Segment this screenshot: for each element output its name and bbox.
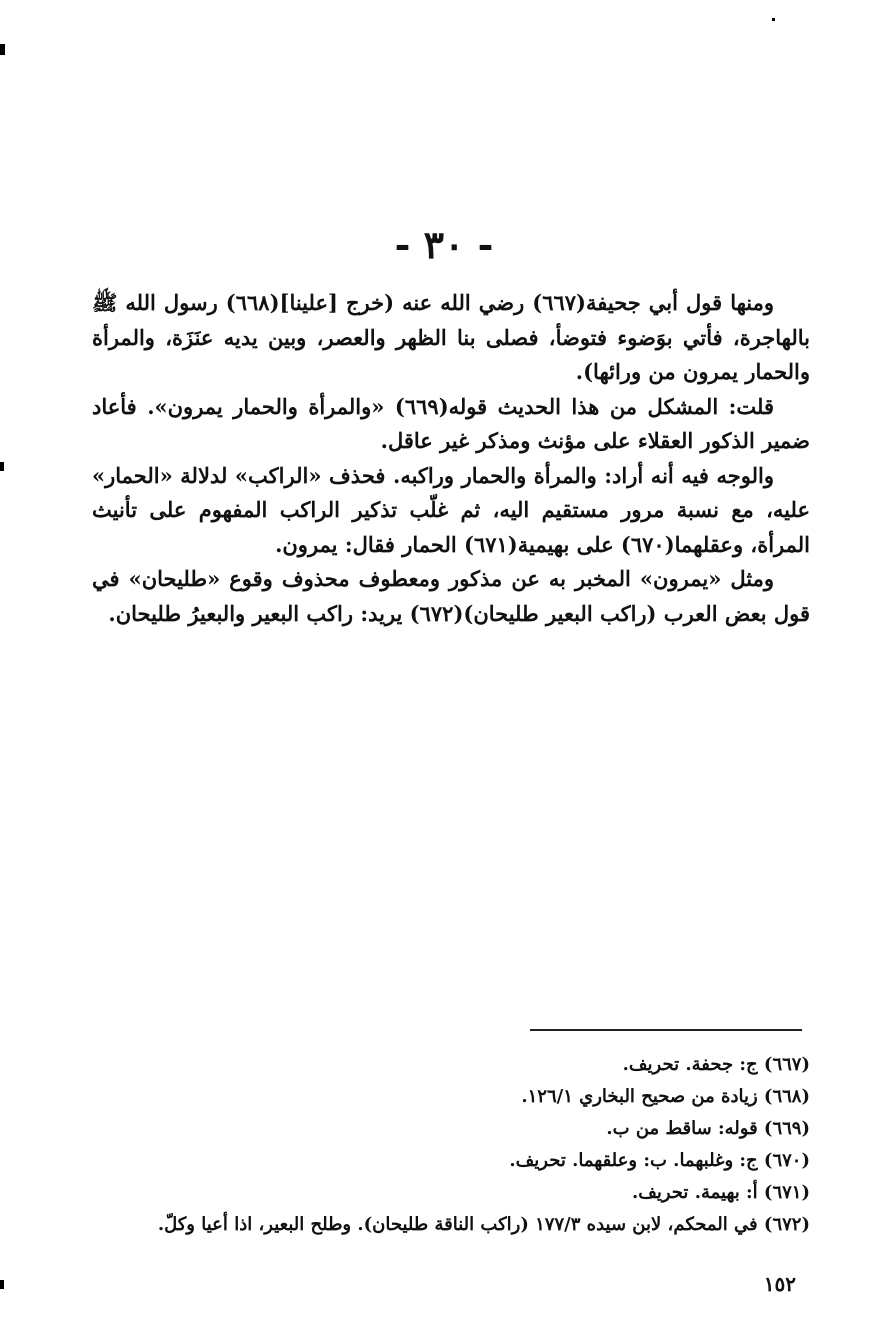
paragraph: ومثل «يمرون» المخبر به عن مذكور ومعطوف محذوف وقوع «طليحان» في قول بعض العرب (راكب البعير طليحان)(٦٧٢) يريد: راكب البعير والبعيرُ طليحان. [92, 566, 810, 626]
footnotes-list [92, 1049, 810, 1241]
scan-mark [0, 44, 5, 55]
scan-mark [0, 462, 4, 471]
scan-mark [0, 1280, 4, 1289]
footnote: (٦٦٧) ج: جحفة. تحريف. [622, 1054, 810, 1075]
paragraph: قلت: المشكل من هذا الحديث قوله(٦٦٩) «والمرأة والحمار يمرون». فأعاد ضمير الذكور العقلاء على مؤنث ومذكر غير عاقل. [92, 393, 810, 453]
footnote: (٦٧٠) ج: وغلبهما. ب: وعلقهما. تحريف. [509, 1150, 810, 1171]
section-number: - ٣٠ - [394, 222, 494, 267]
footnote: (٦٦٨) زيادة من صحيح البخاري ١٢٦/١. [521, 1086, 810, 1107]
footnote-divider [530, 1029, 802, 1031]
footnote: (٦٧١) أ: بهيمة. تحريف. [631, 1182, 810, 1203]
paragraph: ومنها قول أبي جحيفة(٦٦٧) رضي الله عنه (خرج [علينا](٦٦٨) رسول الله ﷺ بالهاجرة، فأتي بوَضوء فتوضأ، فصلى بنا الظهر والعصر، وبين يديه عنَزَة، والمرأة والحمار يمرون من ورائها). [92, 290, 810, 384]
page-number: ١٥٢ [763, 1272, 796, 1296]
main-text [92, 286, 810, 631]
footnote: (٦٧٢) في المحكم، لابن سيده ١٧٧/٣ (راكب الناقة طليحان). وطلح البعير، اذا أعيا وكلّ. [157, 1214, 810, 1235]
paragraph: والوجه فيه أنه أراد: والمرأة والحمار وراكبه. فحذف «الراكب» لدلالة «الحمار» عليه، مع نسبة مرور مستقيم اليه، ثم غلّب تذكير الراكب المفهوم على تأنيث المرأة، وعقلهما(٦٧٠) على بهيمية(٦٧١) الحمار فقال: يمرون. [92, 462, 810, 557]
footnote: (٦٦٩) قوله: ساقط من ب. [606, 1118, 810, 1139]
scan-mark [772, 18, 775, 21]
